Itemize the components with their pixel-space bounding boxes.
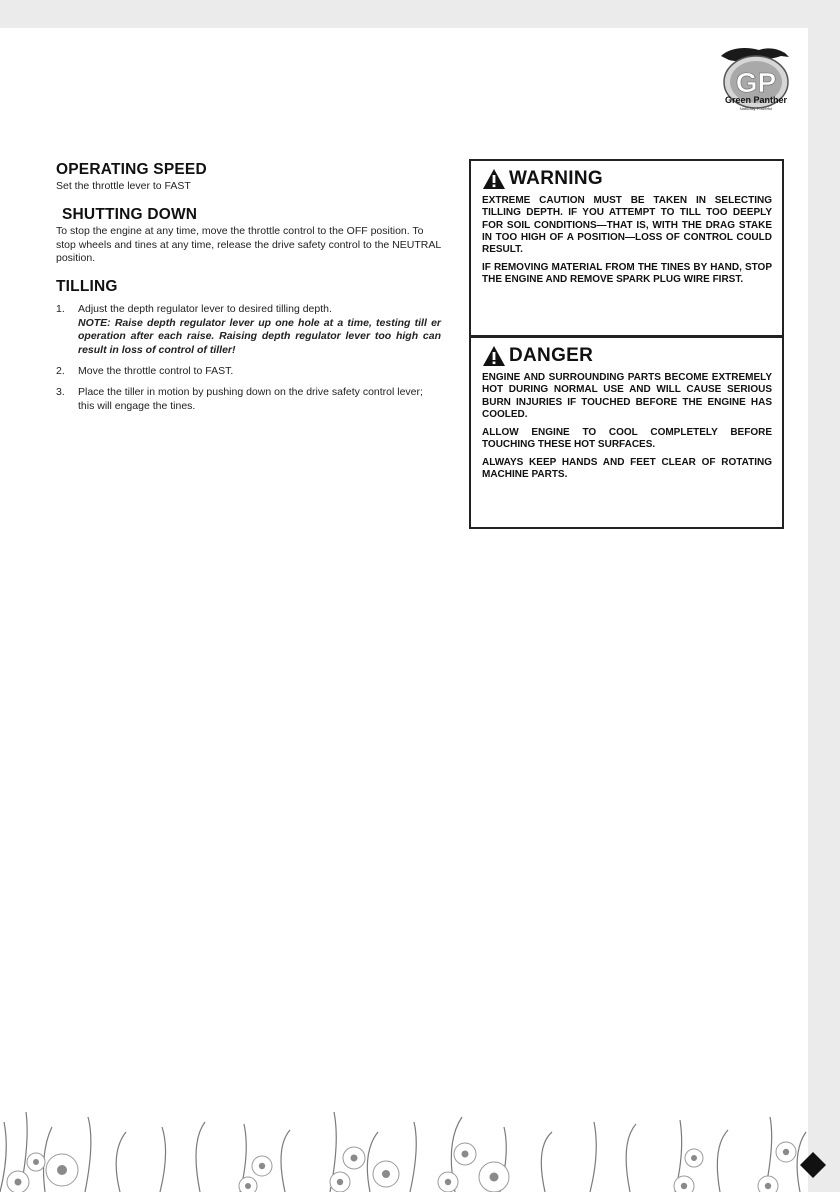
manual-page	[0, 28, 808, 1192]
tilling-step	[56, 365, 441, 378]
brand-name: Green Panther	[724, 95, 788, 105]
instructions-column	[56, 160, 441, 421]
warning-paragraph: EXTREME CAUTION MUST BE TAKEN IN SELECTING TILLING DEPTH. IF YOU ATTEMPT TO TILL TOO DEEPLY FOR SOIL CONDITIONS—THAT IS, WITH THE DRAG STAKE IN TOO HIGH OF A POSITION—LOSS OF CONTROL COULD RESULT.	[482, 195, 772, 255]
step-text: Adjust the depth regulator lever to desired tilling depth.	[78, 303, 332, 316]
danger-header	[482, 344, 772, 367]
tilling-steps	[56, 303, 441, 413]
warning-title: WARNING	[509, 168, 603, 189]
danger-paragraph: ENGINE AND SURROUNDING PARTS BECOME EXTREMELY HOT DURING NORMAL USE AND WILL CAUSE SERIOUS BURN INJURIES IF TOUCHED BEFORE THE ENGINE HAS COOLED.	[482, 372, 772, 420]
danger-box	[469, 336, 784, 529]
heading-shutting-down: SHUTTING DOWN	[62, 206, 198, 224]
tilling-step	[56, 386, 441, 413]
step-number: 2.	[56, 364, 65, 377]
brand-tagline: Naturally Powerful	[739, 106, 773, 111]
danger-paragraph: ALWAYS KEEP HANDS AND FEET CLEAR OF ROTATING MACHINE PARTS.	[482, 457, 772, 481]
tilling-note: NOTE: Raise depth regulator lever up one hole at a time, testing till er operation after each raise. Raising depth regulator lever too high can result in loss of control of tiller!	[78, 316, 441, 356]
daisy-flowers-border	[0, 1082, 808, 1192]
shutting-down-text: To stop the engine at any time, move the throttle control to the OFF position. To stop wheels and tines at any time, release the drive safety control to the NEUTRAL position.	[56, 225, 441, 264]
diamond-icon	[800, 1152, 826, 1178]
danger-title: DANGER	[509, 345, 594, 366]
warning-triangle-icon	[482, 345, 506, 367]
step-number: 1.	[56, 303, 65, 316]
danger-paragraph: ALLOW ENGINE TO COOL COMPLETELY BEFORE TOUCHING THESE HOT SURFACES.	[482, 426, 772, 451]
step-number: 3.	[56, 386, 65, 399]
tilling-step	[56, 303, 441, 357]
operating-speed-text: Set the throttle lever to FAST	[56, 179, 191, 192]
heading-tilling: TILLING	[56, 278, 118, 296]
svg-text:GP: GP	[735, 67, 777, 98]
warning-paragraph: IF REMOVING MATERIAL FROM THE TINES BY HAND, STOP THE ENGINE AND REMOVE SPARK PLUG WIRE FIRST.	[482, 262, 772, 286]
step-text: Place the tiller in motion by pushing down on the drive safety control lever; this will engage the tines.	[78, 386, 423, 412]
heading-operating-speed: OPERATING SPEED	[56, 161, 207, 178]
warning-triangle-icon	[482, 168, 506, 190]
warning-header	[482, 167, 772, 190]
warning-box	[469, 159, 784, 337]
step-text: Move the throttle control to FAST.	[78, 364, 234, 377]
